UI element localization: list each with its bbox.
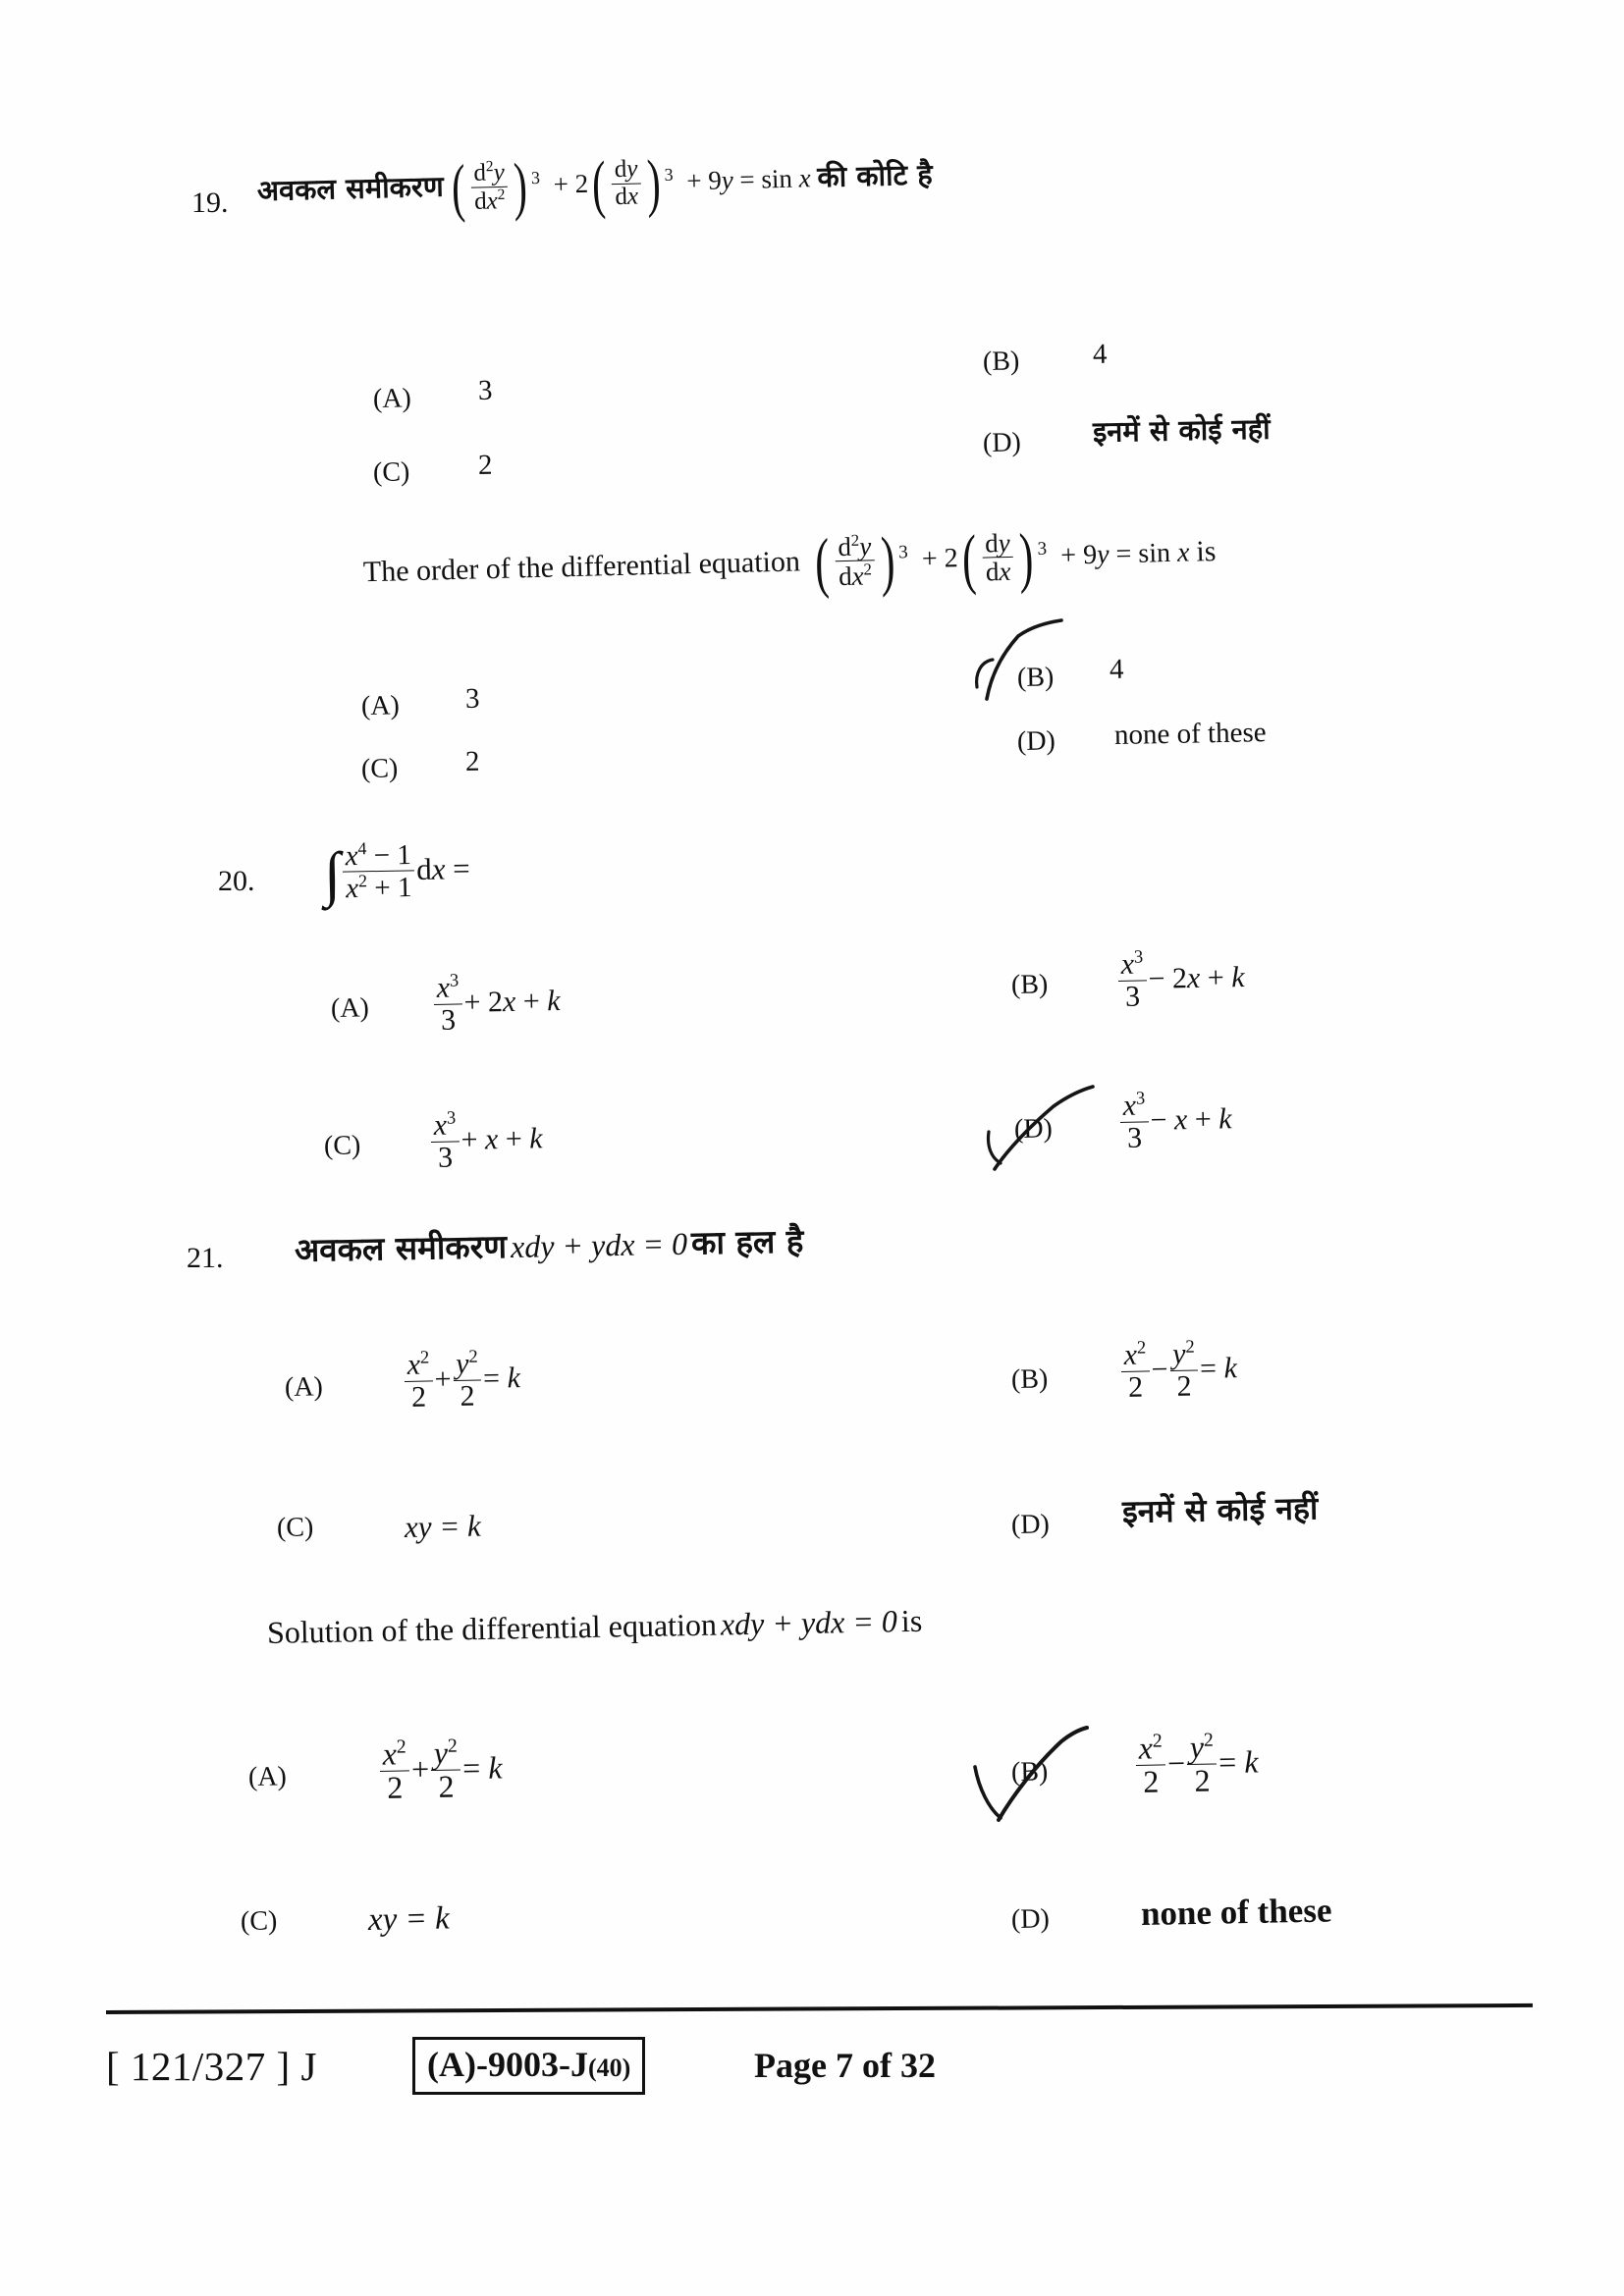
q21-english-equation: xdy + ydx = 0 (720, 1603, 898, 1642)
footer-page-number: Page 7 of 32 (754, 2046, 936, 2085)
footer-divider (106, 2003, 1533, 2014)
q21-hindi-option-a-value[interactable]: $\frac{x^2}{2}$ + $\frac{y^2}{2}$ = k (402, 1349, 520, 1415)
q20-option-a-value[interactable]: $\frac{x^3}{3}$ + 2x + k (431, 972, 561, 1038)
q19-hindi-option-a-label[interactable]: (A) (372, 383, 412, 414)
footer-paper-serial: [ 121/327 ] J (106, 2044, 317, 2089)
q20-option-d-value[interactable]: $\frac{x^3}{3}$ − x + k (1117, 1090, 1232, 1155)
q21-hindi-option-a-label[interactable]: (A) (284, 1371, 324, 1403)
q21-hindi-option-d-label[interactable]: (D) (1010, 1509, 1051, 1540)
q21-english-option-c-label[interactable]: (C) (240, 1905, 278, 1937)
q21-english-option-b-op: − (1166, 1744, 1186, 1782)
question-20-number: 20. (218, 865, 255, 897)
q19-hindi-prefix: अवकल समीकरण (256, 169, 445, 208)
q21-english-prefix: Solution of the differential equation (266, 1606, 718, 1650)
q19-english-prefix: The order of the differential equation (362, 545, 801, 589)
q20-option-c-label[interactable]: (C) (323, 1130, 361, 1161)
q21-english-option-a-value[interactable]: $\frac{x^2}{2}$ + $\frac{y^2}{2}$ = k (377, 1737, 503, 1807)
q21-english-option-d-label[interactable]: (D) (1010, 1903, 1051, 1935)
q20-option-b-value[interactable]: $\frac{x^3}{3}$ − 2x + k (1115, 948, 1245, 1014)
q21-english-option-d-value[interactable]: none of these (1140, 1891, 1332, 1933)
question-19-english-stem: The order of the differential equation ( $\frac{d^2y}{dx^2}$ ) $^3$ + 2( $\frac{dy}{dx}$ ) $^3$ + 9y = sin x is (362, 519, 1217, 600)
q19-english-option-b-value[interactable]: 4 (1109, 653, 1124, 685)
q19-english-option-c-value[interactable]: 2 (464, 745, 480, 777)
q20-option-d-label[interactable]: (D) (1013, 1113, 1054, 1145)
q21-hindi-option-d-value[interactable]: इनमें से कोई नहीं (1121, 1489, 1319, 1530)
q21-hindi-option-c-value[interactable]: xy = k (404, 1508, 482, 1544)
q21-english-suffix: is (900, 1602, 923, 1639)
q19-hindi-option-c-label[interactable]: (C) (372, 456, 410, 488)
q19-hindi-option-d-value[interactable]: इनमें से कोई नहीं (1092, 411, 1271, 449)
q19-hindi-option-b-label[interactable]: (B) (982, 346, 1020, 377)
q21-english-option-c-value[interactable]: xy = k (367, 1900, 451, 1938)
q19-english-option-c-label[interactable]: (C) (360, 753, 399, 784)
question-19-number: 19. (191, 187, 229, 219)
question-21-english-stem (266, 1602, 923, 1651)
question-19-hindi-stem: अवकल समीकरण ( $\frac{d^2y}{dx^2}$ ) $^3$ + 2( $\frac{dy}{dx}$ ) $^3$ + 9y = sin x की कोटि है (256, 146, 934, 225)
q19-english-option-b-label[interactable]: (B) (1016, 662, 1055, 693)
handwritten-tick-q21-option-b (967, 1728, 1144, 1836)
q19-english-option-a-label[interactable]: (A) (360, 690, 401, 721)
q21-hindi-option-b-op: − (1151, 1353, 1168, 1386)
footer-paper-code-suffix: (40) (587, 2054, 631, 2082)
q19-hindi-suffix: की कोटि है (816, 157, 934, 194)
q19-english-option-d-label[interactable]: (D) (1016, 725, 1056, 757)
q19-hindi-option-b-value[interactable]: 4 (1092, 338, 1108, 370)
q21-english-option-a-op: + (410, 1750, 430, 1788)
q21-hindi-suffix: का हल है (690, 1221, 804, 1262)
q21-hindi-option-b-value[interactable]: $\frac{x^2}{2}$ − $\frac{y^2}{2}$ = k (1118, 1339, 1237, 1405)
q19-english-option-d-value[interactable]: none of these (1113, 717, 1267, 751)
question-20-stem: ∫ $\frac{x^4 - 1}{x^2 + 1}$ dx = (323, 838, 470, 908)
q20-option-b-label[interactable]: (B) (1010, 969, 1049, 1000)
q21-hindi-option-a-op: + (434, 1362, 452, 1396)
question-21-hindi-stem (294, 1221, 804, 1271)
q21-english-option-b-label[interactable]: (B) (1010, 1756, 1049, 1788)
q21-hindi-option-c-label[interactable]: (C) (276, 1512, 314, 1543)
q21-english-option-b-value[interactable]: $\frac{x^2}{2}$ − $\frac{y^2}{2}$ = k (1133, 1732, 1259, 1801)
footer-paper-code-box (412, 2037, 645, 2095)
footer-paper-code: (A)-9003-J (427, 2045, 588, 2084)
footer (106, 2037, 1284, 2125)
question-21-number: 21. (187, 1242, 224, 1274)
q19-english-option-a-value[interactable]: 3 (464, 682, 480, 715)
q19-hindi-option-a-value[interactable]: 3 (477, 374, 493, 406)
q19-hindi-option-d-label[interactable]: (D) (982, 427, 1022, 458)
q20-option-c-value[interactable]: $\frac{x^3}{3}$ + x + k (428, 1109, 543, 1175)
q19-hindi-option-c-value[interactable]: 2 (477, 449, 493, 481)
q19-english-suffix: is (1196, 535, 1217, 568)
q21-hindi-option-b-label[interactable]: (B) (1010, 1363, 1049, 1395)
q20-option-a-label[interactable]: (A) (330, 992, 370, 1024)
q21-hindi-equation: xdy + ydx = 0 (510, 1225, 688, 1264)
q21-hindi-prefix: अवकल समीकरण (294, 1227, 508, 1269)
integral-icon: ∫ (323, 840, 342, 908)
q21-english-option-a-label[interactable]: (A) (247, 1761, 288, 1792)
